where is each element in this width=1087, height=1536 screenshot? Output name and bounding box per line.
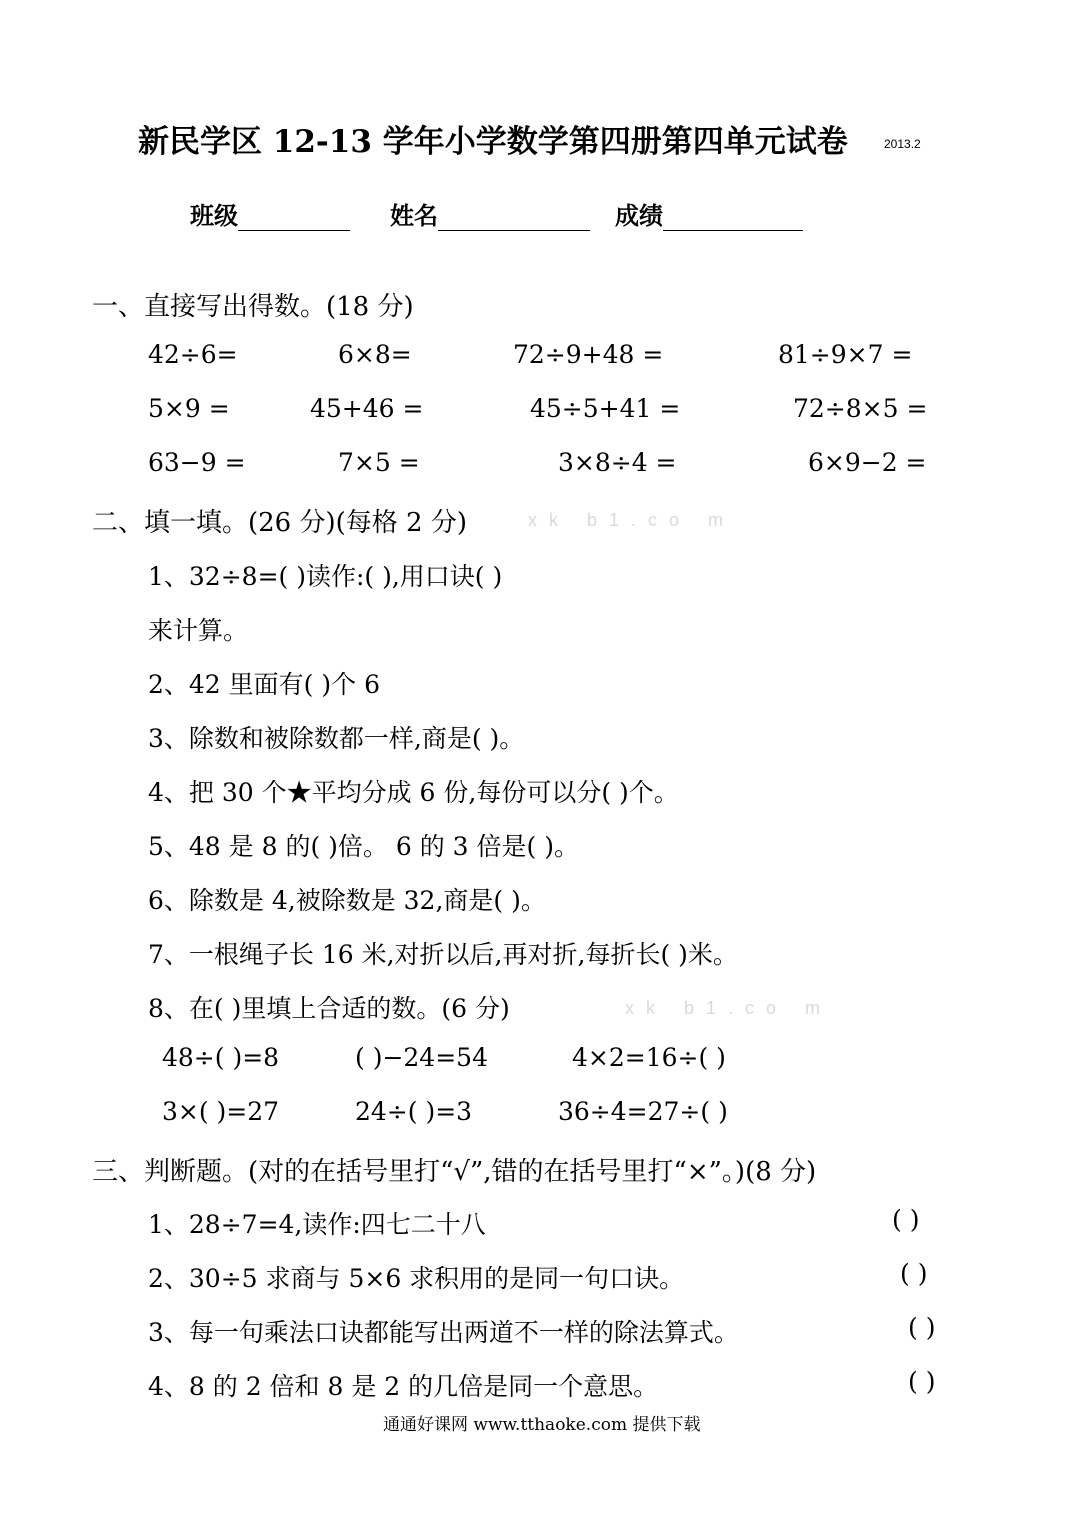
judge-item-3: 3、每一句乘法口诀都能写出两道不一样的除法算式。 — [148, 1318, 739, 1347]
judge-bracket-4[interactable]: ( ) — [908, 1367, 936, 1396]
watermark: xk b1.co m — [528, 510, 736, 530]
score-label: 成绩 — [615, 201, 663, 230]
calc-1-3: 72÷9+48 = — [513, 340, 664, 369]
fill-item-2: 2、42 里面有( )个 6 — [148, 670, 380, 699]
judge-item-1: 1、28÷7=4,读作:四七二十八 — [148, 1210, 486, 1239]
fill-item-3: 3、除数和被除数都一样,商是( )。 — [148, 724, 525, 753]
fill-item-7: 7、一根绳子长 16 米,对折以后,再对折,每折长( )米。 — [148, 940, 738, 969]
exam-date: 2013.2 — [884, 137, 921, 151]
judge-bracket-3[interactable]: ( ) — [908, 1313, 936, 1342]
judge-item-2: 2、30÷5 求商与 5×6 求积用的是同一句口诀。 — [148, 1264, 685, 1293]
footer-text: 通通好课网 www.tthaoke.com 提供下载 — [383, 1415, 701, 1435]
fill-eq-2-3: 36÷4=27÷( ) — [558, 1097, 728, 1126]
judge-bracket-2[interactable]: ( ) — [900, 1259, 928, 1288]
name-blank[interactable] — [438, 206, 590, 231]
score-blank[interactable] — [663, 206, 803, 231]
fill-eq-2-2: 24÷( )=3 — [355, 1097, 473, 1126]
class-label: 班级 — [190, 201, 238, 230]
calc-2-4: 72÷8×5 = — [793, 394, 928, 423]
watermark-2: xk b1.co m — [625, 998, 833, 1018]
fill-item-8: 8、在( )里填上合适的数。(6 分) — [148, 994, 510, 1023]
name-label: 姓名 — [390, 201, 438, 230]
calc-3-4: 6×9−2 = — [808, 448, 927, 477]
calc-3-1: 63−9 = — [148, 448, 246, 477]
fill-item-6: 6、除数是 4,被除数是 32,商是( )。 — [148, 886, 546, 915]
class-field — [190, 196, 350, 231]
fill-eq-1-2: ( )−24=54 — [355, 1043, 488, 1072]
calc-2-2: 45+46 = — [310, 394, 424, 423]
calc-2-3: 45÷5+41 = — [530, 394, 681, 423]
calc-1-1: 42÷6= — [148, 340, 238, 369]
calc-2-1: 5×9 = — [148, 394, 230, 423]
fill-item-1-cont: 来计算。 — [148, 616, 249, 645]
calc-3-2: 7×5 = — [338, 448, 420, 477]
class-blank[interactable] — [238, 206, 350, 231]
calc-1-4: 81÷9×7 = — [778, 340, 913, 369]
fill-item-4: 4、把 30 个★平均分成 6 份,每份可以分( )个。 — [148, 778, 679, 807]
judge-bracket-1[interactable]: ( ) — [892, 1205, 920, 1234]
calc-3-3: 3×8÷4 = — [558, 448, 677, 477]
calc-1-2: 6×8= — [338, 340, 412, 369]
score-field — [615, 196, 803, 231]
fill-eq-1-3: 4×2=16÷( ) — [572, 1043, 726, 1072]
section1-heading: 一、直接写出得数。(18 分) — [92, 292, 414, 322]
judge-item-4: 4、8 的 2 倍和 8 是 2 的几倍是同一个意思。 — [148, 1372, 659, 1401]
fill-eq-2-1: 3×( )=27 — [162, 1097, 280, 1126]
fill-item-5: 5、48 是 8 的( )倍。 6 的 3 倍是( )。 — [148, 832, 579, 861]
section2-heading: 二、填一填。(26 分)(每格 2 分) — [92, 508, 467, 538]
page-title: 新民学区 12-13 学年小学数学第四册第四单元试卷 — [138, 124, 848, 160]
section3-heading: 三、判断题。(对的在括号里打“√”,错的在括号里打“×”。)(8 分) — [92, 1157, 817, 1187]
name-field — [390, 196, 590, 231]
fill-eq-1-1: 48÷( )=8 — [162, 1043, 280, 1072]
fill-item-1: 1、32÷8=( )读作:( ),用口诀( ) — [148, 562, 503, 591]
